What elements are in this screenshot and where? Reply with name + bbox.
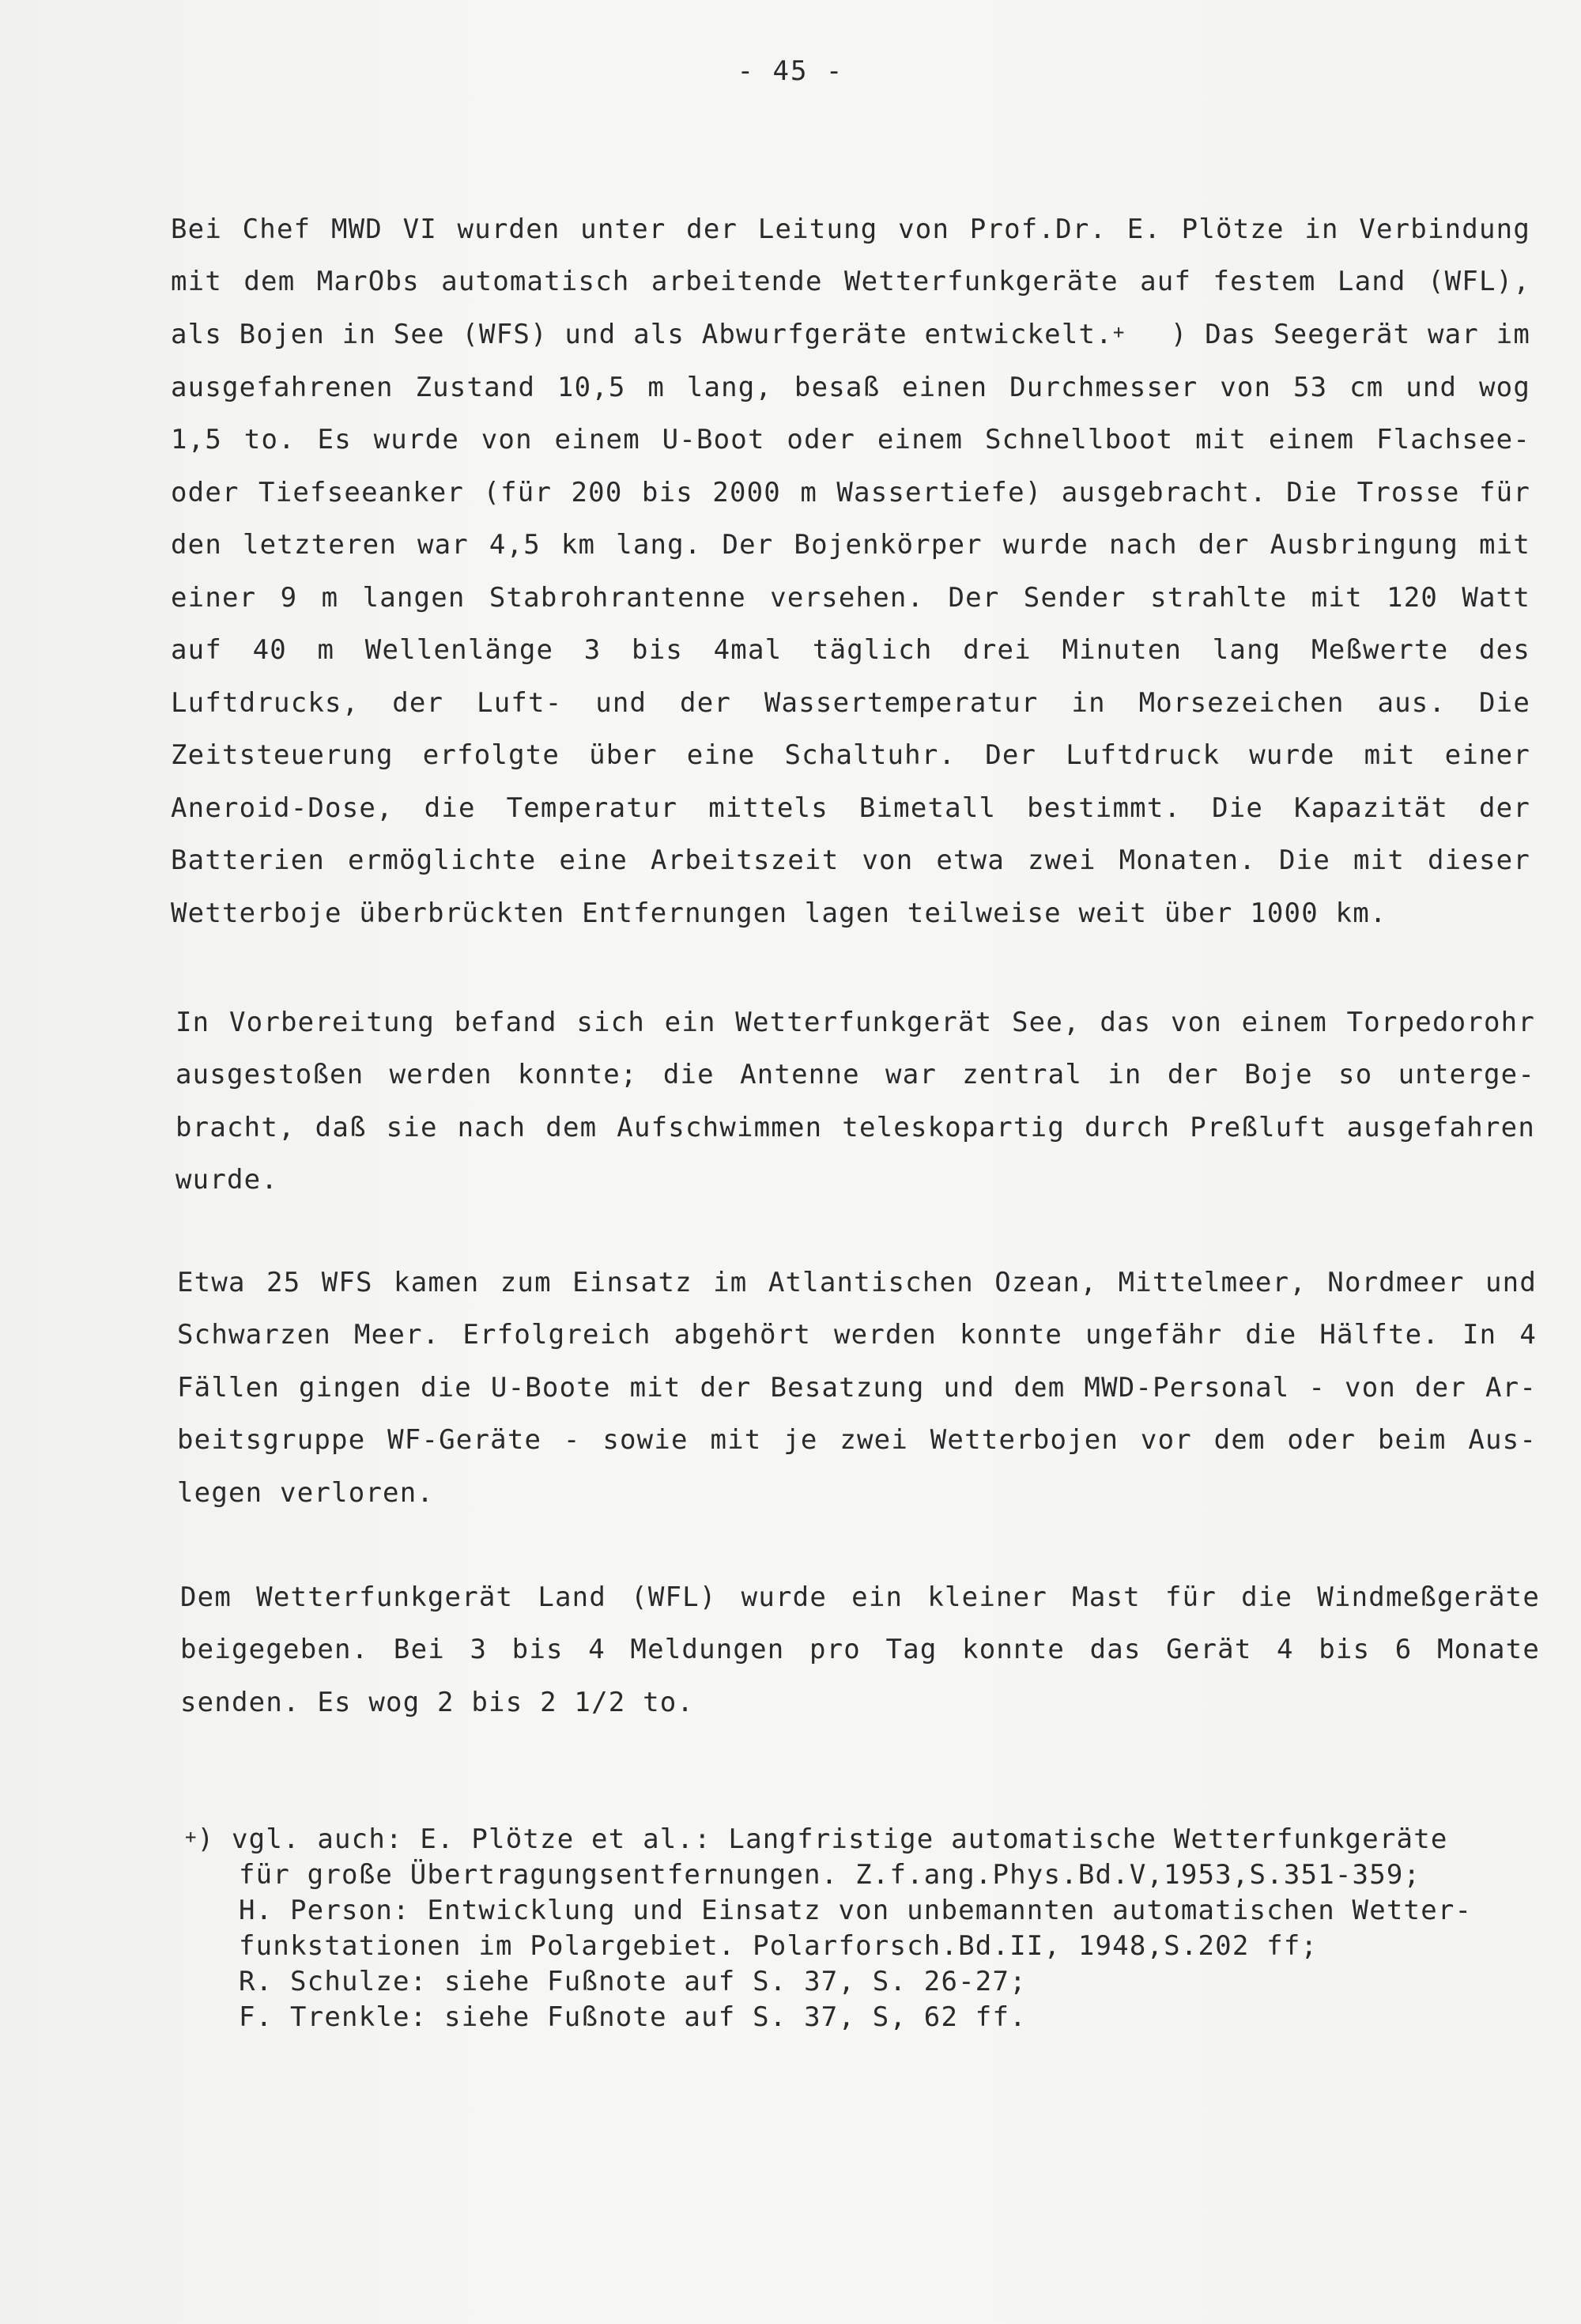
text-line: beitsgruppe WF-Geräte - sowie mit je zwei Wetterbojen vor dem oder beim Aus-: [177, 1424, 1537, 1456]
page-number: - 45 -: [737, 55, 844, 87]
text-line: Fällen gingen die U-Boote mit der Besatzung und dem MWD-Personal - von der Ar-: [177, 1372, 1537, 1404]
footnote-reference: +: [1112, 321, 1126, 343]
text-line: Batterien ermöglichte eine Arbeitszeit von etwa zwei Monaten. Die mit dieser: [171, 845, 1530, 876]
footnote-line: für große Übertragungsentfernungen. Z.f.ang.Phys.Bd.V,1953,S.351-359;: [239, 1859, 1421, 1891]
footnote-first-line: [185, 1823, 1448, 1857]
text-line: 1,5 to. Es wurde von einem U-Boot oder einem Schnellboot mit einem Flachsee-: [171, 424, 1530, 455]
text-line-segment: als Bojen in See (WFS) und als Abwurfgeräte entwickelt.: [171, 319, 1113, 350]
footnote-mark: +: [185, 1826, 198, 1848]
text-line: ausgestoßen werden konnte; die Antenne war zentral in der Boje so unterge-: [175, 1059, 1535, 1090]
text-line: wurde.: [175, 1164, 279, 1196]
text-line: oder Tiefseeanker (für 200 bis 2000 m Wassertiefe) ausgebracht. Die Trosse für: [171, 477, 1530, 508]
text-line-segment: ) Das Seegerät war im: [1170, 319, 1530, 350]
footnote-text: ) vgl. auch: E. Plötze et al.: Langfristige automatische Wetterfunkgeräte: [197, 1823, 1448, 1855]
text-line: Zeitsteuerung erfolgte über eine Schaltuhr. Der Luftdruck wurde mit einer: [171, 739, 1530, 771]
text-line: Dem Wetterfunkgerät Land (WFL) wurde ein kleiner Mast für die Windmeßgeräte: [180, 1581, 1540, 1613]
text-line: In Vorbereitung befand sich ein Wetterfunkgerät See, das von einem Torpedorohr: [175, 1007, 1535, 1038]
footnote-line: H. Person: Entwicklung und Einsatz von unbemannten automatischen Wetter-: [239, 1895, 1473, 1926]
text-line: Schwarzen Meer. Erfolgreich abgehört werden konnte ungefähr die Hälfte. In 4: [177, 1319, 1537, 1351]
text-line: den letzteren war 4,5 km lang. Der Bojenkörper wurde nach der Ausbringung mit: [171, 529, 1530, 561]
text-line: einer 9 m langen Stabrohrantenne versehen. Der Sender strahlte mit 120 Watt: [171, 582, 1530, 614]
text-line: Wetterboje überbrückten Entfernungen lagen teilweise weit über 1000 km.: [171, 897, 1387, 929]
text-line: beigegeben. Bei 3 bis 4 Meldungen pro Tag konnte das Gerät 4 bis 6 Monate: [180, 1634, 1540, 1665]
text-line: Etwa 25 WFS kamen zum Einsatz im Atlantischen Ozean, Mittelmeer, Nordmeer und: [177, 1267, 1537, 1298]
text-line: ausgefahrenen Zustand 10,5 m lang, besaß einen Durchmesser von 53 cm und wog: [171, 372, 1530, 403]
footnote-line: funkstationen im Polargebiet. Polarforsch.Bd.II, 1948,S.202 ff;: [239, 1930, 1319, 1962]
text-line: Aneroid-Dose, die Temperatur mittels Bimetall bestimmt. Die Kapazität der: [171, 792, 1530, 824]
text-line: senden. Es wog 2 bis 2 1/2 to.: [180, 1687, 695, 1718]
text-line: legen verloren.: [177, 1477, 435, 1509]
footnote-line: R. Schulze: siehe Fußnote auf S. 37, S. 26-27;: [239, 1966, 1027, 1997]
text-line: bracht, daß sie nach dem Aufschwimmen teleskopartig durch Preßluft ausgefahren: [175, 1112, 1535, 1143]
footnote-line: F. Trenkle: siehe Fußnote auf S. 37, S, 62 ff.: [239, 2001, 1027, 2033]
text-line-with-footnote-ref: [171, 319, 1530, 353]
text-line: mit dem MarObs automatisch arbeitende Wetterfunkgeräte auf festem Land (WFL),: [171, 266, 1530, 297]
text-line: Luftdrucks, der Luft- und der Wassertemperatur in Morsezeichen aus. Die: [171, 687, 1530, 719]
text-line: auf 40 m Wellenlänge 3 bis 4mal täglich drei Minuten lang Meßwerte des: [171, 634, 1530, 666]
text-line: Bei Chef MWD VI wurden unter der Leitung von Prof.Dr. E. Plötze in Verbindung: [171, 214, 1530, 245]
